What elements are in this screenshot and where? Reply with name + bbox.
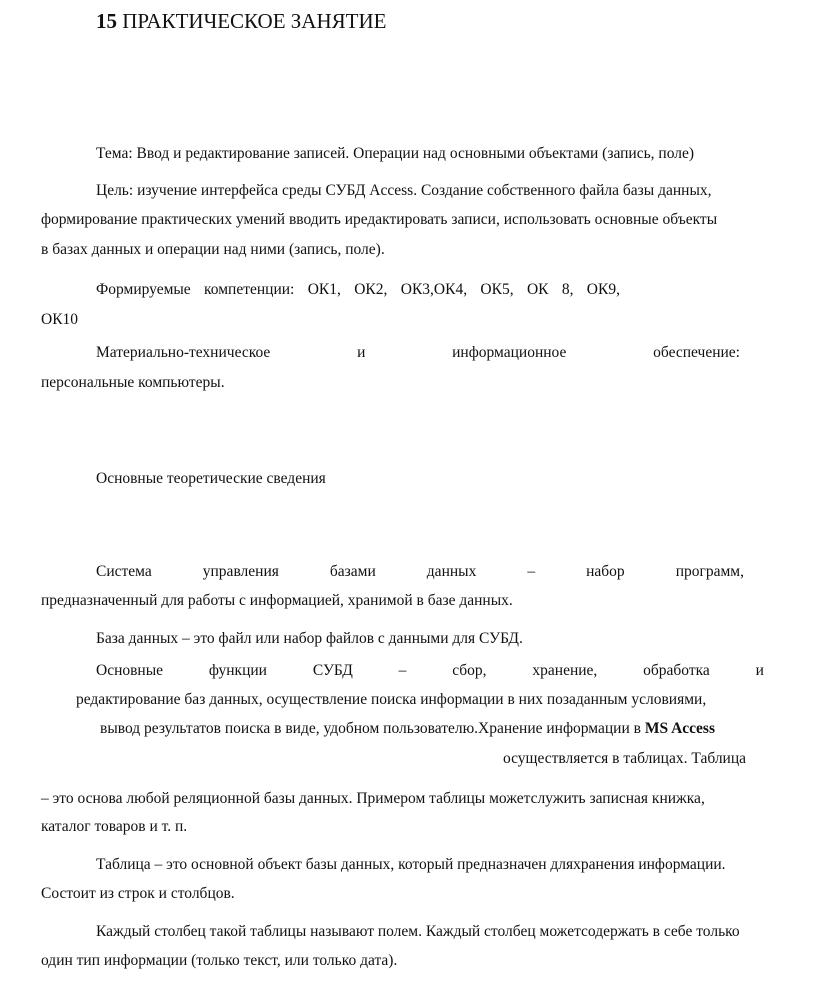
goal-line-2: формирование практических умений вводить иредактировать записи, использовать основные объекты (41, 211, 718, 228)
dbms-word: базами (329, 563, 376, 580)
page-title (96, 9, 386, 33)
equipment-word: информационное (452, 344, 567, 361)
database-definition: База данных – это файл или набор файлов с данными для СУБД. (96, 630, 523, 647)
table-definition-line-2: Состоит из строк и столбцов. (41, 885, 235, 902)
dbms-word: – (527, 563, 536, 580)
equipment-line-1 (96, 343, 740, 363)
title-text: ПРАКТИЧЕСКОЕ ЗАНЯТИЕ (122, 9, 387, 33)
competencies-line-2: ОК10 (41, 311, 79, 328)
competencies-word: ОК5, (480, 281, 514, 298)
functions-word: Основные (96, 662, 164, 679)
title-number: 15 (96, 9, 117, 33)
functions-line-5: – это основа любой реляционной базы данных. Примером таблицы можетслужить записная книжка, (41, 790, 705, 807)
goal-text-1: изучение интерфейса среды СУБД Access. Создание собственного файла базы данных, (137, 182, 712, 199)
table-definition-line-1: Таблица – это основной объект базы данных, который предназначен дляхранения информации. (96, 856, 726, 873)
competencies-word: ОК (526, 281, 549, 298)
ms-access-bold: MS Access (644, 720, 715, 737)
functions-line-3 (100, 719, 715, 739)
functions-line-1 (96, 661, 764, 681)
competencies-word: Формируемые (96, 281, 191, 298)
topic-line (96, 144, 694, 164)
dbms-word: Система (96, 563, 152, 580)
functions-word: обработка (643, 662, 710, 679)
dbms-word: набор (586, 563, 625, 580)
functions-line-4: осуществляется в таблицах. Таблица (503, 750, 747, 767)
dbms-line-2: предназначенный для работы с информацией, хранимой в базе данных. (41, 592, 513, 609)
equipment-word: обеспечение: (653, 344, 740, 361)
field-definition-line-1: Каждый столбец такой таблицы называют полем. Каждый столбец можетсодержать в себе только (96, 923, 740, 940)
topic-text: Ввод и редактирование записей. Операции над основными объектами (запись, поле) (136, 145, 695, 162)
competencies-word: ОК2, (354, 281, 388, 298)
functions-line-3-text: вывод результатов поиска в виде, удобном пользователю.Хранение информации в (100, 720, 645, 737)
goal-label: Цель: (96, 182, 134, 199)
functions-word: – (398, 662, 407, 679)
dbms-word: программ, (675, 563, 744, 580)
equipment-line-2: персональные компьютеры. (41, 374, 225, 391)
dbms-word: данных (426, 563, 477, 580)
functions-line-2: редактирование баз данных, осуществление поиска информации в них позаданным условиями, (76, 691, 707, 708)
field-definition-line-2: один тип информации (только текст, или только дата). (41, 952, 398, 969)
functions-word: хранение, (532, 662, 598, 679)
theory-heading: Основные теоретические сведения (96, 470, 326, 487)
competencies-word: ОК1, (307, 281, 341, 298)
functions-line-6: каталог товаров и т. п. (41, 818, 188, 835)
equipment-word: и (357, 344, 366, 361)
topic-label: Тема: (96, 145, 133, 162)
competencies-word: ОК9, (586, 281, 620, 298)
goal-line-1 (96, 181, 712, 201)
functions-word: функции (208, 662, 267, 679)
goal-line-3: в базах данных и операции над ними (запись, поле). (41, 241, 385, 258)
dbms-line-1 (96, 562, 744, 582)
functions-word: сбор, (452, 662, 487, 679)
equipment-word: Материально-техническое (96, 344, 271, 361)
dbms-word: управления (202, 563, 279, 580)
functions-word: и (755, 662, 764, 679)
competencies-word: 8, (561, 281, 574, 298)
competencies-line-1 (96, 280, 620, 300)
competencies-word: ОК3,ОК4, (400, 281, 468, 298)
competencies-word: компетенции: (204, 281, 295, 298)
functions-word: СУБД (312, 662, 353, 679)
